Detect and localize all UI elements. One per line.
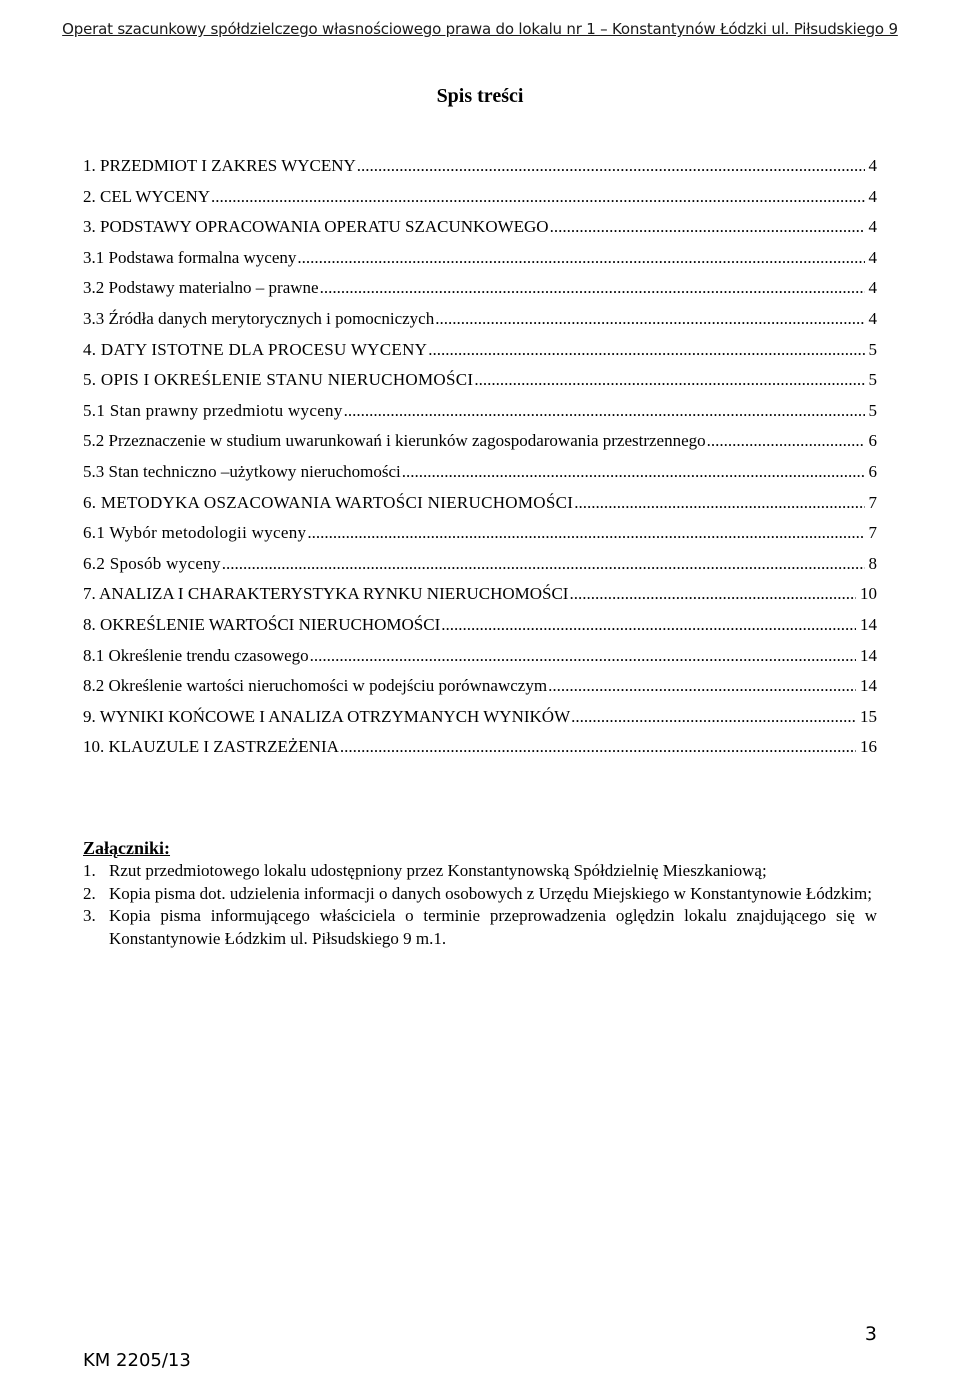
toc-entry[interactable] xyxy=(83,671,877,702)
toc-entry[interactable] xyxy=(83,732,877,763)
toc-entry-page: 4 xyxy=(868,156,877,175)
list-item-text: Kopia pisma dot. udzielenia informacji o danych osobowych z Urzędu Miejskiego w Konstantynowie Łódzkim; xyxy=(109,883,872,903)
toc-entry-text: 3.2 Podstawy materialno – prawne xyxy=(83,278,319,298)
toc-entry[interactable] xyxy=(83,243,877,274)
page-header: Operat szacunkowy spółdzielczego własnościowego prawa do lokalu nr 1 – Konstantynów Łódzki ul. Piłsudskiego 9 xyxy=(62,20,898,38)
toc-entry[interactable] xyxy=(83,641,877,672)
list-item-number: 1. xyxy=(83,861,96,880)
toc-entry-page: 4 xyxy=(868,247,877,267)
toc-entry[interactable] xyxy=(83,488,877,519)
toc-entry-text: 6.2 Sposób wyceny xyxy=(83,553,221,573)
toc-entry[interactable] xyxy=(83,212,877,243)
toc-entry-text: 6.1 Wybór metodologii wyceny xyxy=(83,523,307,543)
toc-entry-text: 5.2 Przeznaczenie w studium uwarunkowań i kierunków zagospodarowania przestrzennego xyxy=(83,431,706,451)
toc-entry-text: 5.1 Stan prawny przedmiotu wyceny xyxy=(83,400,343,420)
document-code: KM 2205/13 xyxy=(83,1350,191,1371)
list-item xyxy=(83,905,877,950)
toc-entry[interactable] xyxy=(83,579,877,610)
toc-entry[interactable] xyxy=(83,273,877,304)
toc-entry[interactable] xyxy=(83,457,877,488)
toc-entry-page: 7 xyxy=(868,523,877,543)
toc-entry-text: 2. CEL WYCENY xyxy=(83,186,211,206)
toc-entry[interactable] xyxy=(83,549,877,580)
toc-entry-page: 16 xyxy=(860,737,877,757)
toc-entry-page: 6 xyxy=(868,461,877,481)
toc-entry-text: 8.2 Określenie wartości nieruchomości w podejściu porównawczym xyxy=(83,676,548,696)
toc-entry-page: 4 xyxy=(868,217,877,237)
toc-entry-page: 4 xyxy=(868,186,877,206)
list-item-number: 2. xyxy=(83,883,96,903)
toc-entry[interactable] xyxy=(83,304,877,335)
toc-entry-page: 4 xyxy=(868,278,877,298)
toc-entry-page: 15 xyxy=(860,706,877,726)
page-number: 3 xyxy=(864,1323,877,1345)
toc-entry-page: 14 xyxy=(860,614,877,634)
toc-title: Spis treści xyxy=(436,85,524,107)
toc-entry[interactable] xyxy=(83,702,877,733)
list-item-number: 3. xyxy=(83,906,96,925)
toc-entry-text: 8.1 Określenie trendu czasowego xyxy=(83,645,309,665)
toc-entry-page: 5 xyxy=(868,339,877,359)
toc-entry-text: 4. DATY ISTOTNE DLA PROCESU WYCENY xyxy=(83,339,428,359)
toc-entry-page: 14 xyxy=(860,645,877,665)
toc-entry-page: 5 xyxy=(868,370,877,390)
attachments-list xyxy=(83,860,877,950)
toc-entry-page: 7 xyxy=(868,492,877,512)
table-of-contents xyxy=(83,151,877,763)
toc-entry-text: 8. OKREŚLENIE WARTOŚCI NIERUCHOMOŚCI xyxy=(83,614,441,634)
toc-entry[interactable] xyxy=(83,365,877,396)
toc-entry-text: 10. KLAUZULE I ZASTRZEŻENIA xyxy=(83,737,339,757)
toc-entry-page: 4 xyxy=(868,308,877,328)
attachments-title: Załączniki: xyxy=(83,838,171,858)
toc-entry-text: 9. WYNIKI KOŃCOWE I ANALIZA OTRZYMANYCH WYNIKÓW xyxy=(83,706,571,726)
toc-entry-page: 6 xyxy=(868,431,877,451)
toc-entry[interactable] xyxy=(83,396,877,427)
toc-entry[interactable] xyxy=(83,335,877,366)
toc-entry-page: 10 xyxy=(860,584,877,604)
toc-entry[interactable] xyxy=(83,518,877,549)
toc-entry-text: 5. OPIS I OKREŚLENIE STANU NIERUCHOMOŚCI xyxy=(83,370,474,390)
list-item-text: Kopia pisma informującego właściciela o terminie przeprowadzenia oględzin lokalu znajdującego się w Konstantynowie Łódzkim ul. Piłsudskiego 9 m.1. xyxy=(109,906,877,948)
toc-entry-page: 8 xyxy=(868,553,877,573)
list-item xyxy=(83,860,877,883)
toc-entry[interactable] xyxy=(83,610,877,641)
toc-entry-text: 7. ANALIZA I CHARAKTERYSTYKA RYNKU NIERUCHOMOŚCI xyxy=(83,584,569,604)
toc-entry-text: 6. METODYKA OSZACOWANIA WARTOŚCI NIERUCHOMOŚCI xyxy=(83,492,574,512)
toc-entry-page: 5 xyxy=(868,400,877,420)
list-item xyxy=(83,883,877,906)
toc-entry-text: 3.3 Źródła danych merytorycznych i pomocniczych xyxy=(83,308,435,328)
toc-entry-text: 3.1 Podstawa formalna wyceny xyxy=(83,247,297,267)
toc-entry-text: 3. PODSTAWY OPRACOWANIA OPERATU SZACUNKOWEGO xyxy=(83,217,549,237)
toc-entry[interactable] xyxy=(83,151,877,182)
list-item-text: Rzut przedmiotowego lokalu udostępniony przez Konstantynowską Spółdzielnię Mieszkaniową; xyxy=(109,861,767,880)
toc-entry-page: 14 xyxy=(860,676,877,696)
toc-entry-text: 1. PRZEDMIOT I ZAKRES WYCENY xyxy=(83,156,356,175)
toc-entry[interactable] xyxy=(83,426,877,457)
toc-entry[interactable] xyxy=(83,182,877,213)
toc-entry-text: 5.3 Stan techniczno –użytkowy nieruchomości xyxy=(83,461,401,481)
